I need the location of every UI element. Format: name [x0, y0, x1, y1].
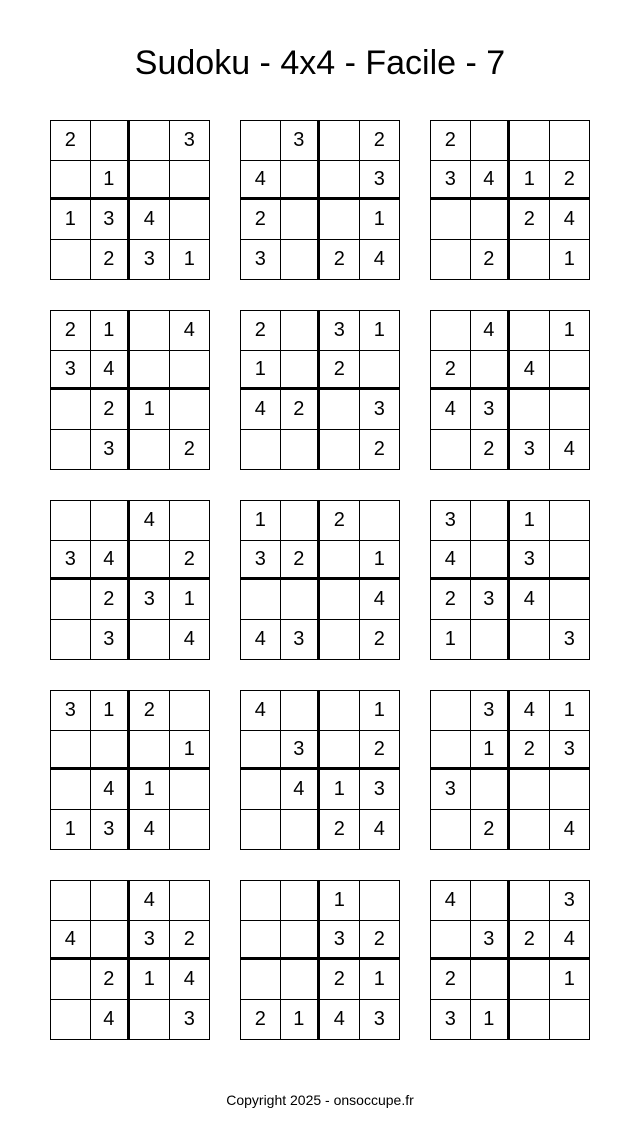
- sudoku-cell: 1: [130, 770, 170, 810]
- sudoku-cell: [431, 311, 471, 351]
- sudoku-cell: [431, 240, 471, 280]
- sudoku-cell: [281, 200, 321, 240]
- sudoku-cell: 1: [550, 691, 590, 731]
- sudoku-cell: 2: [431, 580, 471, 620]
- sudoku-cell: [471, 351, 511, 391]
- sudoku-cell: 2: [360, 921, 400, 961]
- sudoku-cell: 1: [510, 161, 550, 201]
- sudoku-cell: [51, 960, 91, 1000]
- sudoku-cell: [130, 620, 170, 660]
- sudoku-cell: 4: [170, 311, 210, 351]
- sudoku-cell: [550, 501, 590, 541]
- sudoku-cell: 4: [360, 580, 400, 620]
- sudoku-cell: 2: [320, 810, 360, 850]
- sudoku-cell: [281, 810, 321, 850]
- sudoku-cell: 2: [241, 311, 281, 351]
- sudoku-cell: [360, 351, 400, 391]
- sudoku-cell: 4: [563, 438, 575, 461]
- sudoku-cell: 3: [431, 161, 471, 201]
- sudoku-cell: [130, 541, 170, 581]
- sudoku-cell: [471, 121, 511, 161]
- sudoku-cell: 2: [170, 921, 210, 961]
- sudoku-cell: 3: [360, 770, 400, 810]
- sudoku-cell: 1: [91, 311, 131, 351]
- sudoku-cell: [51, 580, 91, 620]
- sudoku-cell: [510, 121, 550, 161]
- sudoku-cell: 1: [471, 731, 511, 771]
- sudoku-cell: 1: [563, 248, 575, 271]
- sudoku-cell: 1: [170, 731, 210, 771]
- sudoku-cell: 4: [183, 628, 195, 651]
- sudoku-cell: [281, 921, 321, 961]
- sudoku-cell: 3: [510, 541, 550, 581]
- sudoku-cell: [471, 501, 511, 541]
- sudoku-cell: [510, 881, 550, 921]
- sudoku-cell: [170, 770, 210, 810]
- sudoku-cell: 3: [281, 121, 321, 161]
- sudoku-cell: [130, 1000, 170, 1040]
- sudoku-cell: [130, 161, 170, 201]
- sudoku-cell: 2: [431, 121, 471, 161]
- sudoku-cell: 3: [563, 628, 575, 651]
- sudoku-cell: [130, 351, 170, 391]
- sudoku-cell: 1: [241, 351, 281, 391]
- sudoku-cell: [170, 881, 210, 921]
- sudoku-cell: [51, 240, 91, 280]
- sudoku-cell: [550, 351, 590, 391]
- sudoku-cell: [170, 200, 210, 240]
- sudoku-cell: 2: [320, 960, 360, 1000]
- sudoku-cell: 4: [241, 620, 281, 660]
- sudoku-cell: 4: [431, 390, 471, 430]
- sudoku-cell: [471, 881, 511, 921]
- sudoku-cell: 2: [373, 438, 385, 461]
- sudoku-puzzle: [240, 310, 400, 470]
- sudoku-puzzle: [50, 310, 210, 470]
- sudoku-cell: [170, 161, 210, 201]
- sudoku-cell: 3: [431, 1000, 471, 1040]
- sudoku-cell: 2: [320, 501, 360, 541]
- sudoku-cell: [241, 960, 281, 1000]
- sudoku-puzzle: [430, 690, 590, 850]
- sudoku-cell: 1: [91, 691, 131, 731]
- sudoku-cell: [51, 161, 91, 201]
- sudoku-cell: [51, 390, 91, 430]
- sudoku-cell: 2: [91, 240, 131, 280]
- sudoku-cell: 3: [550, 881, 590, 921]
- sudoku-cell: [320, 430, 360, 470]
- sudoku-cell: [471, 960, 511, 1000]
- sudoku-cell: [550, 1000, 590, 1040]
- sudoku-cell: [320, 161, 360, 201]
- sudoku-cell: 3: [471, 390, 511, 430]
- sudoku-cell: [510, 620, 550, 660]
- sudoku-cell: 2: [510, 200, 550, 240]
- sudoku-cell: 2: [431, 351, 471, 391]
- sudoku-cell: [51, 501, 91, 541]
- sudoku-cell: 4: [91, 1000, 131, 1040]
- sudoku-cell: [510, 1000, 550, 1040]
- sudoku-puzzle: [50, 500, 210, 660]
- sudoku-cell: 3: [471, 580, 511, 620]
- sudoku-cell: 4: [241, 390, 281, 430]
- sudoku-cell: 3: [320, 311, 360, 351]
- sudoku-cell: 3: [471, 921, 511, 961]
- copyright-footer: Copyright 2025 - onsoccupe.fr: [226, 1092, 414, 1108]
- sudoku-cell: [241, 770, 281, 810]
- sudoku-cell: [281, 501, 321, 541]
- sudoku-cell: 2: [431, 960, 471, 1000]
- sudoku-cell: 2: [91, 960, 131, 1000]
- sudoku-cell: 4: [431, 541, 471, 581]
- sudoku-cell: [91, 881, 131, 921]
- sudoku-cell: 3: [51, 351, 91, 391]
- sudoku-cell: 4: [170, 960, 210, 1000]
- sudoku-cell: 3: [281, 731, 321, 771]
- sudoku-cell: [91, 121, 131, 161]
- sudoku-cell: 4: [281, 770, 321, 810]
- sudoku-cell: [320, 580, 360, 620]
- sudoku-cell: 2: [510, 921, 550, 961]
- sudoku-cell: [510, 810, 550, 850]
- sudoku-cell: [130, 311, 170, 351]
- sudoku-cell: 3: [130, 580, 170, 620]
- sudoku-cell: [170, 351, 210, 391]
- sudoku-cell: 4: [241, 691, 281, 731]
- sudoku-cell: [241, 121, 281, 161]
- sudoku-cell: 3: [431, 770, 471, 810]
- sudoku-cell: 4: [91, 351, 131, 391]
- sudoku-cell: [320, 200, 360, 240]
- sudoku-cell: [320, 691, 360, 731]
- sudoku-cell: 4: [510, 691, 550, 731]
- sudoku-cell: [510, 770, 550, 810]
- sudoku-cell: [320, 121, 360, 161]
- sudoku-cell: [360, 881, 400, 921]
- sudoku-cell: 2: [360, 121, 400, 161]
- sudoku-cell: 2: [510, 731, 550, 771]
- sudoku-cell: 3: [51, 691, 91, 731]
- sudoku-cell: [550, 580, 590, 620]
- sudoku-cell: 1: [471, 1000, 511, 1040]
- sudoku-puzzle: [430, 310, 590, 470]
- sudoku-cell: 3: [360, 390, 400, 430]
- sudoku-cell: 1: [431, 620, 471, 660]
- sudoku-cell: [170, 810, 210, 850]
- sudoku-cell: 3: [360, 161, 400, 201]
- sudoku-cell: [91, 501, 131, 541]
- sudoku-cell: 3: [51, 541, 91, 581]
- sudoku-cell: 3: [91, 810, 131, 850]
- sudoku-cell: [130, 121, 170, 161]
- sudoku-cell: [51, 1000, 91, 1040]
- sudoku-cell: 4: [130, 810, 170, 850]
- sudoku-cell: 4: [130, 501, 170, 541]
- sudoku-cell: [510, 311, 550, 351]
- sudoku-cell: [281, 240, 321, 280]
- sudoku-cell: 2: [471, 240, 511, 280]
- sudoku-cell: [51, 770, 91, 810]
- sudoku-cell: 3: [281, 620, 321, 660]
- sudoku-cell: 1: [130, 960, 170, 1000]
- sudoku-cell: [51, 430, 91, 470]
- sudoku-cell: [510, 390, 550, 430]
- sudoku-cell: 1: [91, 161, 131, 201]
- sudoku-cell: [170, 390, 210, 430]
- sudoku-cell: 4: [471, 161, 511, 201]
- sudoku-cell: [510, 240, 550, 280]
- sudoku-cell: 2: [360, 731, 400, 771]
- sudoku-puzzle: [240, 690, 400, 850]
- sudoku-puzzle: [430, 880, 590, 1040]
- sudoku-cell: 2: [320, 240, 360, 280]
- sudoku-puzzle: [50, 690, 210, 850]
- sudoku-cell: 4: [51, 921, 91, 961]
- sudoku-cell: 1: [320, 770, 360, 810]
- sudoku-cell: 1: [170, 580, 210, 620]
- sudoku-cell: 3: [170, 121, 210, 161]
- sudoku-cell: 2: [130, 691, 170, 731]
- sudoku-puzzle: [430, 500, 590, 660]
- sudoku-cell: 1: [360, 960, 400, 1000]
- sudoku-cell: 4: [130, 200, 170, 240]
- sudoku-cell: 3: [320, 921, 360, 961]
- sudoku-cell: [281, 881, 321, 921]
- sudoku-cell: [471, 770, 511, 810]
- sudoku-cell: [431, 691, 471, 731]
- sudoku-cell: [241, 881, 281, 921]
- sudoku-cell: 4: [431, 881, 471, 921]
- sudoku-cell: [431, 200, 471, 240]
- sudoku-cell: 3: [373, 1008, 385, 1031]
- sudoku-cell: [431, 731, 471, 771]
- sudoku-cell: 2: [373, 628, 385, 651]
- sudoku-cell: 3: [550, 731, 590, 771]
- sudoku-cell: 4: [373, 248, 385, 271]
- sudoku-cell: [431, 430, 471, 470]
- sudoku-cell: [320, 390, 360, 430]
- sudoku-cell: 3: [91, 430, 131, 470]
- sudoku-cell: [51, 731, 91, 771]
- sudoku-cell: [281, 351, 321, 391]
- sudoku-cell: [241, 731, 281, 771]
- sudoku-cell: 2: [51, 311, 91, 351]
- sudoku-cell: [281, 161, 321, 201]
- sudoku-cell: 3: [91, 620, 131, 660]
- sudoku-cell: 4: [91, 541, 131, 581]
- sudoku-cell: 1: [51, 200, 91, 240]
- sudoku-cell: 3: [241, 240, 281, 280]
- page-title: Sudoku - 4x4 - Facile - 7: [134, 44, 506, 82]
- sudoku-cell: [241, 430, 281, 470]
- sudoku-cell: 2: [241, 1000, 281, 1040]
- sudoku-cell: 3: [471, 691, 511, 731]
- sudoku-cell: 1: [183, 248, 195, 271]
- sudoku-cell: [510, 960, 550, 1000]
- sudoku-cell: 2: [241, 200, 281, 240]
- sudoku-cell: 1: [130, 390, 170, 430]
- sudoku-cell: [281, 430, 321, 470]
- sudoku-cell: [170, 691, 210, 731]
- sudoku-puzzle: [240, 500, 400, 660]
- sudoku-puzzle: [50, 120, 210, 280]
- sudoku-cell: [241, 810, 281, 850]
- sudoku-cell: 4: [550, 921, 590, 961]
- sudoku-cell: [241, 580, 281, 620]
- sudoku-cell: 1: [360, 200, 400, 240]
- sudoku-cell: 1: [241, 501, 281, 541]
- sudoku-cell: [550, 390, 590, 430]
- sudoku-cell: 4: [241, 161, 281, 201]
- sudoku-cell: [51, 620, 91, 660]
- sudoku-cell: [281, 311, 321, 351]
- sudoku-cell: 4: [550, 200, 590, 240]
- sudoku-cell: 1: [51, 810, 91, 850]
- sudoku-cell: 2: [281, 390, 321, 430]
- sudoku-cell: 2: [471, 430, 511, 470]
- sudoku-cell: [320, 620, 360, 660]
- sudoku-cell: 3: [130, 240, 170, 280]
- sudoku-cell: [320, 541, 360, 581]
- sudoku-cell: [51, 881, 91, 921]
- sudoku-cell: 4: [563, 818, 575, 841]
- sudoku-cell: 2: [91, 390, 131, 430]
- sudoku-cell: 1: [550, 960, 590, 1000]
- sudoku-cell: [471, 620, 511, 660]
- sudoku-cell: 4: [130, 881, 170, 921]
- sudoku-cell: 1: [320, 881, 360, 921]
- sudoku-cell: [281, 691, 321, 731]
- sudoku-cell: 3: [183, 1008, 195, 1031]
- sudoku-puzzle: [240, 120, 400, 280]
- sudoku-cell: 4: [373, 818, 385, 841]
- sudoku-cell: 2: [320, 351, 360, 391]
- sudoku-cell: 2: [91, 580, 131, 620]
- sudoku-cell: 3: [91, 200, 131, 240]
- sudoku-cell: 1: [360, 691, 400, 731]
- sudoku-cell: [550, 121, 590, 161]
- sudoku-cell: [471, 541, 511, 581]
- sudoku-cell: 1: [360, 541, 400, 581]
- sudoku-cell: 4: [510, 351, 550, 391]
- sudoku-cell: 2: [281, 541, 321, 581]
- sudoku-cell: [281, 580, 321, 620]
- sudoku-cell: [550, 541, 590, 581]
- sudoku-cell: 4: [510, 580, 550, 620]
- sudoku-puzzle: [50, 880, 210, 1040]
- sudoku-puzzle: [430, 120, 590, 280]
- sudoku-cell: [91, 731, 131, 771]
- sudoku-cell: 2: [183, 438, 195, 461]
- sudoku-cell: [170, 501, 210, 541]
- sudoku-cell: [431, 921, 471, 961]
- sudoku-cell: 1: [510, 501, 550, 541]
- sudoku-cell: [360, 501, 400, 541]
- sudoku-cell: 3: [510, 430, 550, 470]
- sudoku-cell: 3: [130, 921, 170, 961]
- sudoku-cell: 3: [431, 501, 471, 541]
- sudoku-cell: [281, 960, 321, 1000]
- sudoku-cell: [91, 921, 131, 961]
- sudoku-cell: 1: [550, 311, 590, 351]
- sudoku-cell: [241, 921, 281, 961]
- sudoku-cell: 4: [91, 770, 131, 810]
- sudoku-cell: 1: [360, 311, 400, 351]
- sudoku-cell: 3: [241, 541, 281, 581]
- sudoku-cell: [130, 731, 170, 771]
- sudoku-cell: 2: [170, 541, 210, 581]
- sudoku-cell: [431, 810, 471, 850]
- sudoku-cell: 2: [550, 161, 590, 201]
- sudoku-cell: 2: [471, 810, 511, 850]
- sudoku-cell: 1: [281, 1000, 321, 1040]
- sudoku-cell: [320, 731, 360, 771]
- sudoku-puzzle: [240, 880, 400, 1040]
- sudoku-cell: [550, 770, 590, 810]
- sudoku-cell: 4: [320, 1000, 360, 1040]
- sudoku-cell: [130, 430, 170, 470]
- sudoku-cell: [471, 200, 511, 240]
- sudoku-cell: 4: [471, 311, 511, 351]
- sudoku-cell: 2: [51, 121, 91, 161]
